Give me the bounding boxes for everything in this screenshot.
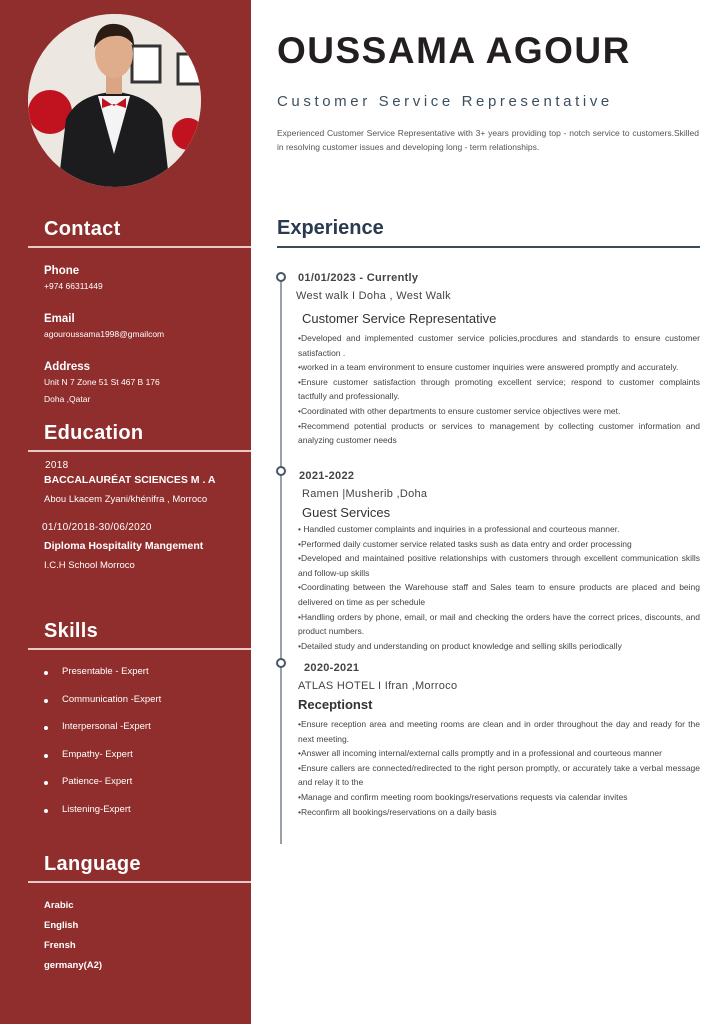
email-label: Email xyxy=(44,313,75,325)
skill-label: Patience- Expert xyxy=(62,776,133,787)
timeline-line xyxy=(280,274,282,844)
duty-item: •Ensure callers are connected/redirected to the right person promptly, or accurately take a verbal message and relay it to the xyxy=(298,762,700,788)
skill-item xyxy=(44,804,161,832)
education-title: BACCALAURÉAT SCIENCES M . A xyxy=(44,474,216,486)
profile-summary: Experienced Customer Service Representative with 3+ years providing top - notch service to customers.Skilled in resolving customer issues and developing long - term relationships. xyxy=(277,128,699,152)
job-date: 2021-2022 xyxy=(299,470,355,482)
skill-item xyxy=(44,776,161,804)
contact-heading: Contact xyxy=(44,218,121,240)
skill-label: Listening-Expert xyxy=(62,803,131,815)
education-date: 01/10/2018-30/06/2020 xyxy=(42,522,152,533)
skill-item xyxy=(44,749,161,777)
profile-photo xyxy=(28,14,201,187)
skill-item xyxy=(44,721,161,749)
bullet-icon xyxy=(44,781,48,785)
education-title: Diploma Hospitality Mangement xyxy=(44,540,204,552)
phone-value: +974 66311449 xyxy=(44,281,103,291)
duty-item: •Coordinated with other departments to ensure customer service objectives were met. xyxy=(298,405,621,416)
skill-label: Empathy- Expert xyxy=(62,748,133,760)
skills-divider xyxy=(28,648,251,650)
duty-item: •Developed and maintained positive relationships with customers through excellent communication skills and follow-up skills xyxy=(298,553,700,578)
duty-item: •Manage and confirm meeting room bookings/reservations requests via calendar invites xyxy=(298,791,628,802)
skill-label: Presentable - Expert xyxy=(62,666,149,677)
duty-item: •Coordinating between the Warehouse staff and Sales team to ensure products are placed and being delivered on time as per schedule xyxy=(298,582,700,607)
education-divider xyxy=(28,450,251,452)
language-item: germany(A2) xyxy=(44,960,103,971)
phone-label: Phone xyxy=(44,265,80,277)
education-heading: Education xyxy=(44,422,144,444)
duty-item: •Handling orders by phone, email, or mail and checking the orders have the correct prices, discounts, and product numbers. xyxy=(298,611,700,637)
bullet-icon xyxy=(44,809,48,813)
contact-divider xyxy=(28,246,251,248)
timeline-dot-icon xyxy=(276,466,286,476)
language-list xyxy=(44,900,102,980)
duty-item: •Developed and implemented customer service policies,procdures and standards to ensure customer satisfaction . xyxy=(298,333,700,358)
experience-heading: Experience xyxy=(277,217,384,239)
duty-item: •Ensure reception area and meeting rooms are clean and in order throughout the day and ready for the next meeting. xyxy=(298,719,700,744)
language-item: Arabic xyxy=(44,900,74,911)
job-date: 01/01/2023 - Currently xyxy=(298,272,419,284)
bullet-icon xyxy=(44,726,48,730)
skill-item xyxy=(44,694,161,722)
candidate-title: Customer Service Representative xyxy=(277,93,613,110)
duty-item: •Ensure customer satisfaction through promoting excellent service; respond to customer complaints tactfully and professionally. xyxy=(298,376,700,402)
job-duties xyxy=(298,522,700,653)
address-line-2: Doha ,Qatar xyxy=(44,394,91,404)
skills-list xyxy=(44,666,161,831)
candidate-name: OUSSAMA AGOUR xyxy=(277,30,631,71)
education-date: 2018 xyxy=(45,460,69,471)
language-heading: Language xyxy=(44,853,141,875)
job-duties xyxy=(298,717,700,819)
job-title: Guest Services xyxy=(302,505,391,520)
education-school: Abou Lkacem Zyani/khénifra , Morroco xyxy=(44,494,208,505)
job-company: West walk I Doha , West Walk xyxy=(296,290,451,302)
job-title: Receptionst xyxy=(298,697,373,712)
duty-item: •Answer all incoming internal/external calls promptly and in a professional and courteous manner xyxy=(298,748,662,759)
bullet-icon xyxy=(44,699,48,703)
duty-item: •worked in a team environment to ensure customer inquiries were answered promptly and accurately. xyxy=(298,362,679,373)
language-divider xyxy=(28,881,251,883)
bullet-icon xyxy=(44,671,48,675)
sidebar xyxy=(0,0,251,1024)
skill-label: Interpersonal -Expert xyxy=(62,721,151,732)
language-item: Frensh xyxy=(44,940,76,951)
job-company: Ramen |Musherib ,Doha xyxy=(302,488,428,500)
duty-item: •Reconfirm all bookings/reservations on a daily basis xyxy=(298,806,497,817)
duty-item: •Recommend potential products or services to management by collecting customer information and analyzing customer needs xyxy=(298,420,700,446)
duty-item: •Detailed study and understanding on product knowledge and selling skills periodically xyxy=(298,640,622,651)
timeline-dot-icon xyxy=(276,658,286,668)
job-duties xyxy=(298,331,700,448)
job-company: ATLAS HOTEL I Ifran ,Morroco xyxy=(298,680,458,692)
address-label: Address xyxy=(44,361,91,373)
duty-item: • Handled customer complaints and inquiries in a professional and courteous manner. xyxy=(298,524,620,534)
email-value: agouroussama1998@gmailcom xyxy=(44,329,165,339)
profile-photo-illustration xyxy=(28,14,201,187)
skill-item xyxy=(44,666,161,694)
job-title: Customer Service Representative xyxy=(302,311,497,326)
experience-divider xyxy=(277,246,700,248)
bullet-icon xyxy=(44,754,48,758)
duty-item: •Performed daily customer service related tasks sush as data entry and order processing xyxy=(298,538,632,549)
job-date: 2020-2021 xyxy=(304,662,360,674)
timeline-dot-icon xyxy=(276,272,286,282)
education-school: I.C.H School Morroco xyxy=(44,560,135,571)
address-line-1: Unit N 7 Zone 51 St 467 B 176 xyxy=(44,377,160,387)
language-item: English xyxy=(44,920,79,931)
skill-label: Communication -Expert xyxy=(62,693,162,705)
skills-heading: Skills xyxy=(44,620,99,642)
